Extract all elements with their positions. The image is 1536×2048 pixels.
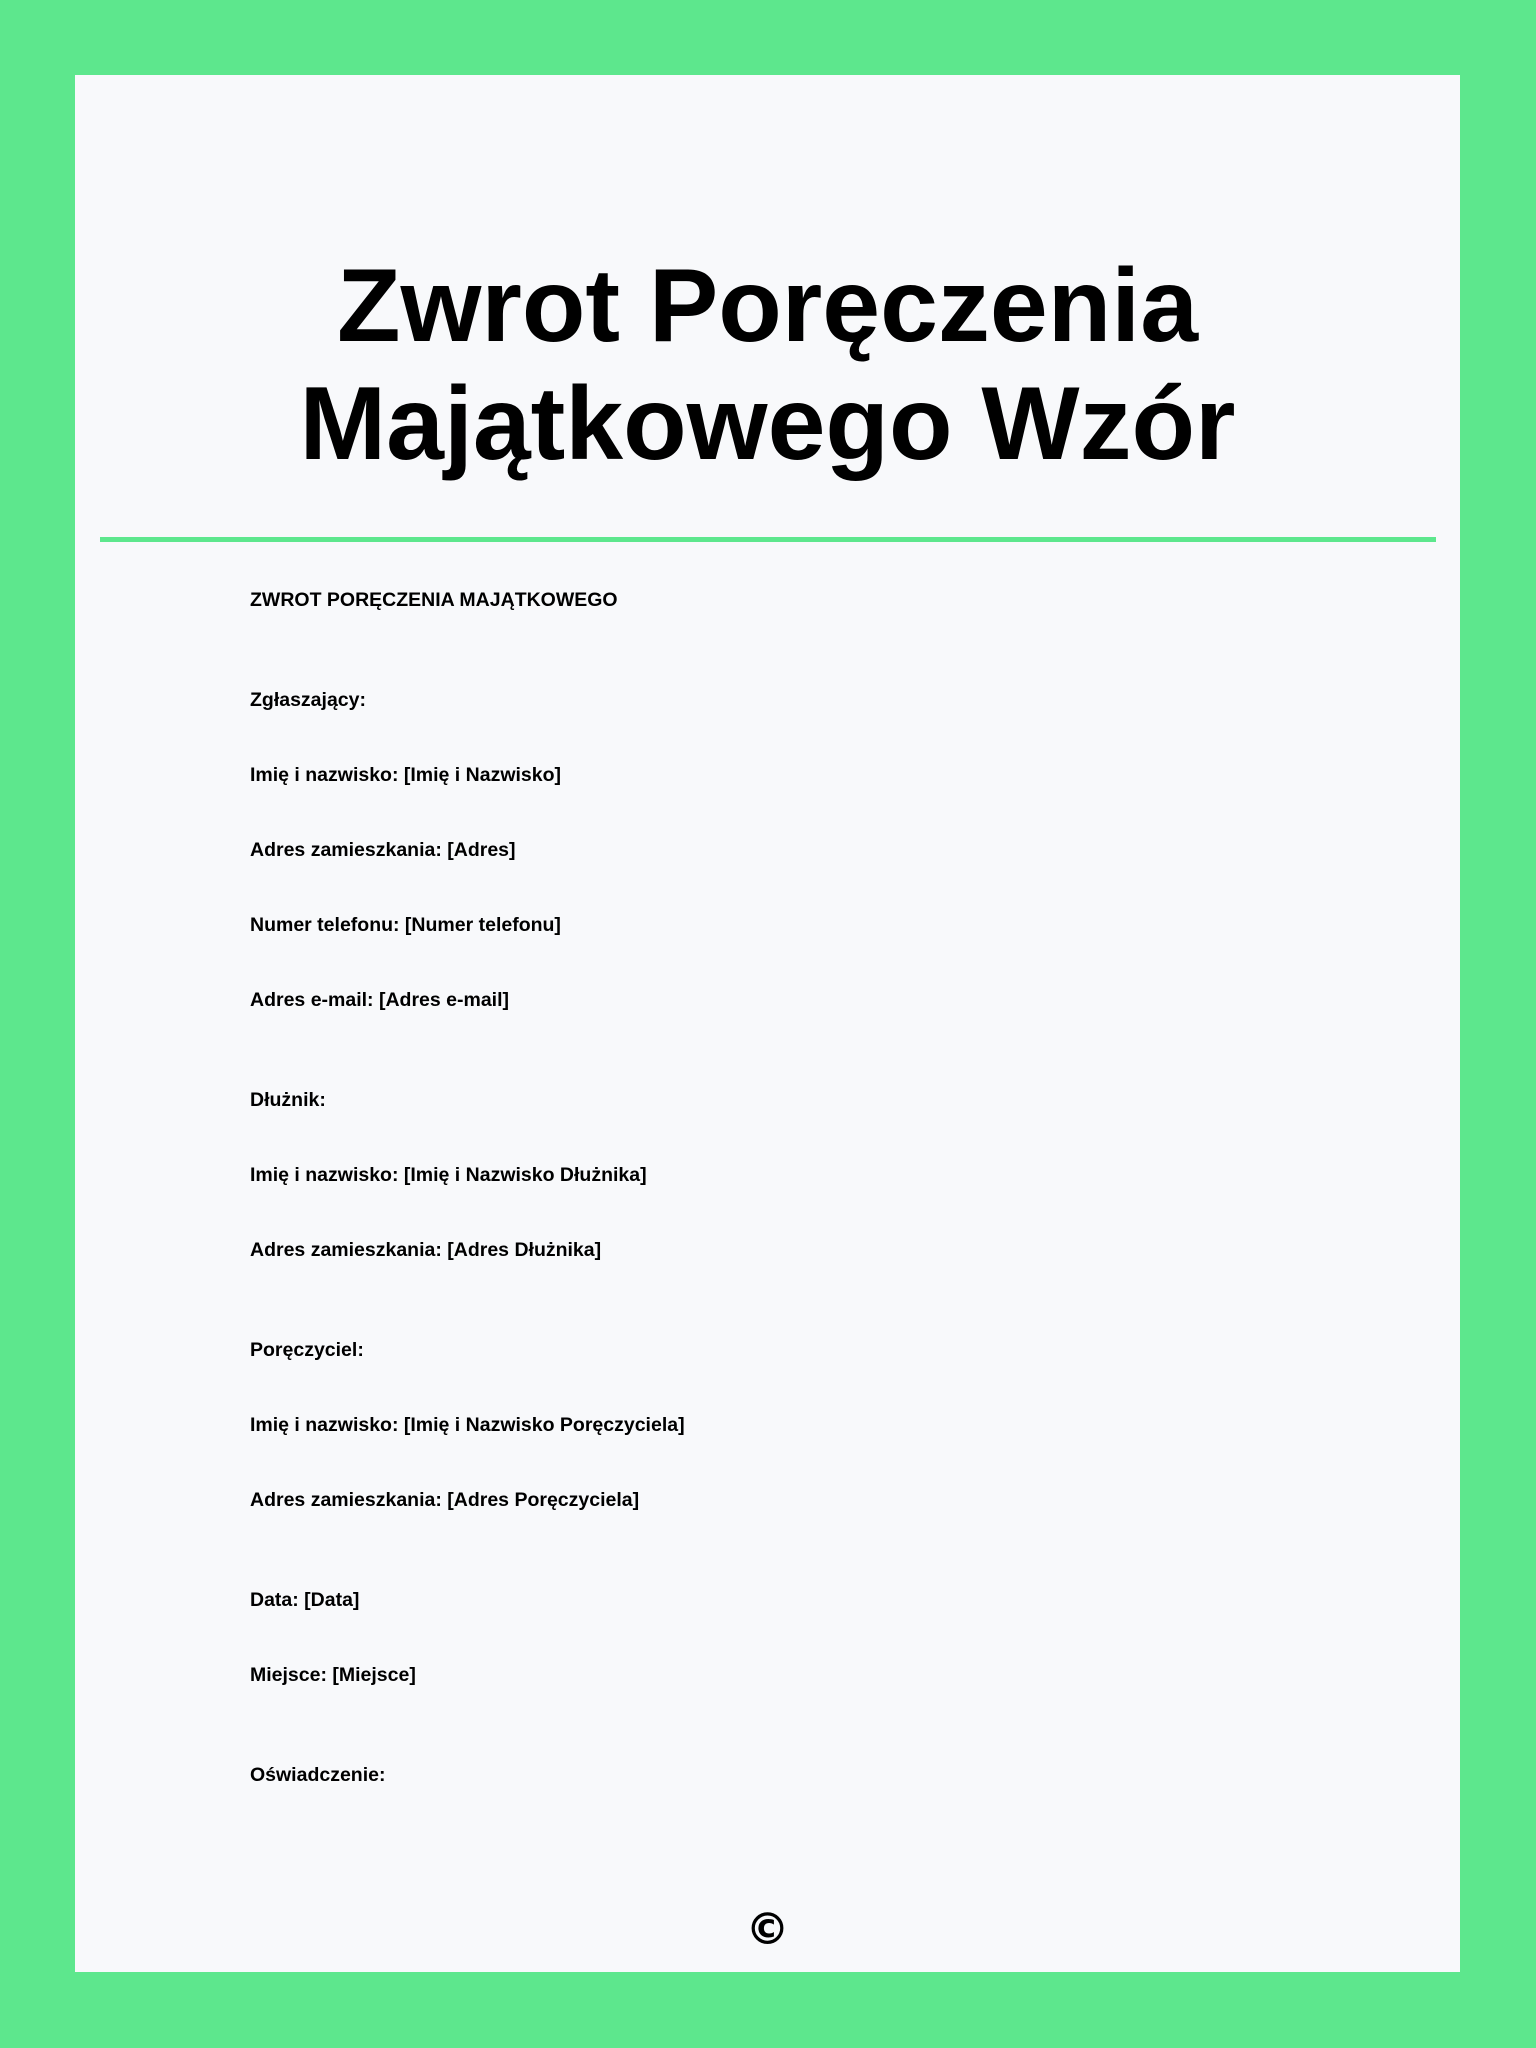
title-divider (100, 537, 1436, 542)
section-label-dluznik: Dłużnik: (250, 1089, 326, 1111)
field-dluznik-name: Imię i nazwisko: [Imię i Nazwisko Dłużnika] (250, 1164, 647, 1186)
field-place: Miejsce: [Miejsce] (250, 1664, 416, 1686)
field-dluznik-address: Adres zamieszkania: [Adres Dłużnika] (250, 1239, 602, 1261)
document-heading: ZWROT PORĘCZENIA MAJĄTKOWEGO (250, 589, 618, 611)
section-label-poreczyciel: Poręczyciel: (250, 1339, 364, 1361)
field-date: Data: [Data] (250, 1589, 360, 1611)
field-zglaszajacy-phone: Numer telefonu: [Numer telefonu] (250, 914, 561, 936)
document-page (75, 75, 1460, 1972)
field-poreczyciel-address: Adres zamieszkania: [Adres Poręczyciela] (250, 1489, 640, 1511)
title-line-1: Zwrot Poręczenia (336, 248, 1199, 364)
title-line-2: Majątkowego Wzór (299, 366, 1236, 482)
copyright-icon: © (745, 1904, 790, 1955)
page-title (75, 247, 1460, 483)
section-label-zglaszajacy: Zgłaszający: (250, 689, 366, 711)
section-label-oswiadczenie: Oświadczenie: (250, 1764, 386, 1786)
field-zglaszajacy-name: Imię i nazwisko: [Imię i Nazwisko] (250, 764, 562, 786)
field-zglaszajacy-address: Adres zamieszkania: [Adres] (250, 839, 516, 861)
field-poreczyciel-name: Imię i nazwisko: [Imię i Nazwisko Poręczyciela] (250, 1414, 685, 1436)
field-zglaszajacy-email: Adres e-mail: [Adres e-mail] (250, 989, 509, 1011)
